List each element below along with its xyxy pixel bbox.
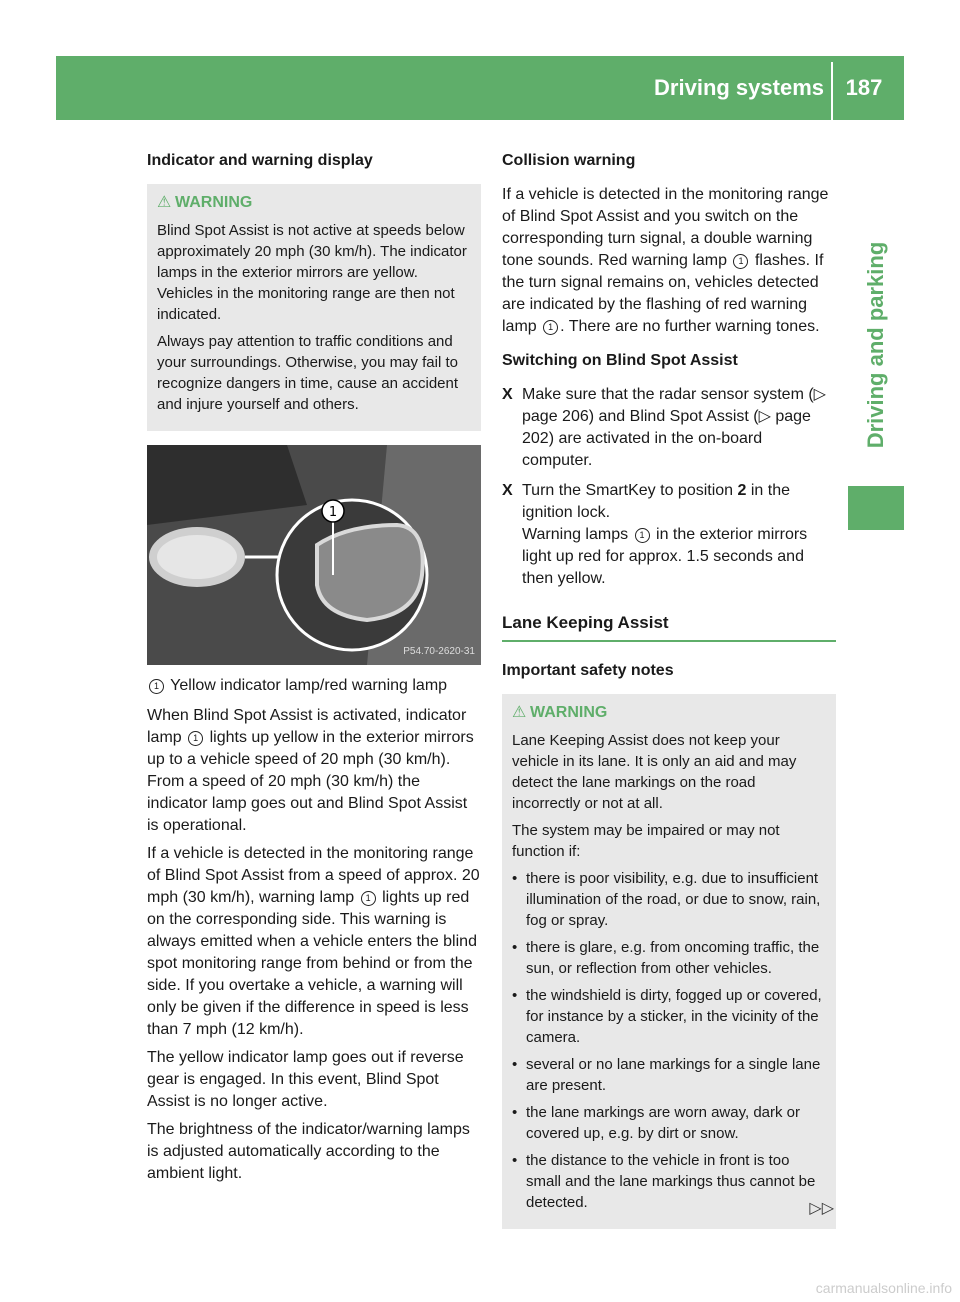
text-span: Turn the SmartKey to position <box>522 482 734 499</box>
text-span: If a vehicle is detected in the monitoring range of Blind Spot Assist and you switch on the corresponding turn signal, a double warning tone sounds. Red warning lamp <box>502 186 829 269</box>
text-span: When Blind Spot Assist is activated, indicator lamp <box>147 707 467 746</box>
indicator-heading: Indicator and warning display <box>147 152 373 169</box>
bullet-icon: • <box>512 939 518 956</box>
collision-heading: Collision warning <box>502 152 636 169</box>
list-item <box>512 985 826 1048</box>
text-span: lights up red on the corresponding side. This warning is always emitted when a vehicle enters the blind spot monitoring range from behind or from the side. If you overtake a vehicle, a warning will only be given if the difference in speed is less than 7 mph (12 km/h). <box>147 889 477 1038</box>
bullet-icon: • <box>512 1152 518 1169</box>
text-span: If a vehicle is detected in the monitoring range of Blind Spot Assist from a speed of approx. 20 mph (30 km/h), warning lamp <box>147 845 480 906</box>
bullet-icon: • <box>512 1056 518 1073</box>
right-column <box>502 150 836 1241</box>
list-item-text: the distance to the vehicle in front is too small and the lane markings thus cannot be detected. <box>526 1152 816 1211</box>
warning-text: Lane Keeping Assist does not keep your vehicle in its lane. It is only an aid and may detect the lane markings on the road incorrectly or not at all. <box>512 732 797 812</box>
left-column <box>147 150 481 1191</box>
text-span: Warning lamps <box>522 526 629 543</box>
step-marker-icon: X <box>502 386 513 403</box>
paragraph: The yellow indicator lamp goes out if reverse gear is engaged. In this event, Blind Spot Assist is no longer active. <box>147 1049 464 1110</box>
list-item-text: there is poor visibility, e.g. due to insufficient illumination of the road, or due to snow, rain, fog or spray. <box>526 870 821 929</box>
paragraph <box>502 184 836 338</box>
warning-label: WARNING <box>530 704 608 721</box>
warning-header <box>512 702 826 724</box>
text-span: in the exterior mirrors light up red for approx. 1.5 seconds and then yellow. <box>522 526 808 587</box>
instruction-step <box>502 480 836 590</box>
legend-text: Yellow indicator lamp/red warning lamp <box>170 677 448 694</box>
list-item <box>512 868 826 931</box>
callout-number: 1 <box>543 320 558 335</box>
bullet-icon: • <box>512 1104 518 1121</box>
step-text: Make sure that the radar sensor system (▷ page 206) and Blind Spot Assist (▷ page 202) are activated in the on-board computer. <box>522 386 826 469</box>
header-divider <box>831 62 833 120</box>
switch-heading: Switching on Blind Spot Assist <box>502 352 738 369</box>
lane-keeping-heading: Lane Keeping Assist <box>502 598 836 642</box>
side-tab <box>848 210 904 480</box>
list-item-text: the lane markings are worn away, dark or covered up, e.g. by dirt or snow. <box>526 1104 801 1142</box>
figure-legend <box>147 675 481 697</box>
figure-callout-number: 1 <box>328 505 338 520</box>
mirror-figure <box>147 445 481 665</box>
warning-box <box>502 694 836 1229</box>
page-number: 187 <box>845 75 883 100</box>
warning-triangle-icon: ⚠ <box>512 704 527 721</box>
list-item <box>512 1102 826 1144</box>
text-span: lights up yellow in the exterior mirrors up to a vehicle speed of 20 mph (30 km/h). From a speed of 20 mph (30 km/h) the indicator lamp goes out and Blind Spot Assist is operational. <box>147 729 474 834</box>
text-span: in the ignition lock. <box>522 482 791 521</box>
footer-watermark: carmanualsonline.info <box>815 1280 952 1296</box>
warning-label: WARNING <box>175 194 253 211</box>
warning-text: Blind Spot Assist is not active at speeds below approximately 20 mph (30 km/h). The indicator lamps in the exterior mirrors are yellow. Vehicles in the monitoring range are then not indicated. <box>157 222 467 323</box>
callout-number: 1 <box>635 528 650 543</box>
warning-box <box>147 184 481 431</box>
paragraph <box>147 843 481 1041</box>
side-tab-label: Driving and parking <box>863 241 888 449</box>
text-span: flashes. If the turn signal remains on, vehicles detected are indicated by the flashing of red warning lamp <box>502 252 824 335</box>
mirror-illustration <box>147 445 481 665</box>
list-item-text: there is glare, e.g. from oncoming traffic, the sun, or reflection from other vehicles. <box>526 939 820 977</box>
figure-code: P54.70-2620-31 <box>403 646 475 657</box>
warning-text: Always pay attention to traffic conditions and your surroundings. Otherwise, you may fail to recognize dangers in time, cause an accident and injure yourself and others. <box>157 333 459 413</box>
warning-header <box>157 192 471 214</box>
continued-icon: ▷▷ <box>809 1200 834 1217</box>
bullet-icon: • <box>512 987 518 1004</box>
callout-number: 1 <box>733 254 748 269</box>
warning-text: The system may be impaired or may not function if: <box>512 822 780 860</box>
list-item <box>512 1150 826 1213</box>
paragraph <box>147 705 481 837</box>
list-item <box>512 937 826 979</box>
step-marker-icon: X <box>502 482 513 499</box>
step-text <box>522 480 836 590</box>
warning-triangle-icon: ⚠ <box>157 194 172 211</box>
callout-number: 1 <box>361 891 376 906</box>
bullet-list <box>512 868 826 1213</box>
callout-number: 1 <box>149 679 164 694</box>
paragraph: The brightness of the indicator/warning lamps is adjusted automatically according to the ambient light. <box>147 1121 470 1182</box>
list-item-text: the windshield is dirty, fogged up or covered, for instance by a sticker, in the vicinity of the camera. <box>526 987 822 1046</box>
instruction-step <box>502 384 836 472</box>
list-item-text: several or no lane markings for a single lane are present. <box>526 1056 821 1094</box>
side-tab-block <box>848 486 904 530</box>
safety-heading: Important safety notes <box>502 662 674 679</box>
position-number: 2 <box>737 482 747 499</box>
bullet-icon: • <box>512 870 518 887</box>
callout-number: 1 <box>188 731 203 746</box>
text-span: . There are no further warning tones. <box>560 318 820 335</box>
list-item <box>512 1054 826 1096</box>
section-title: Driving systems <box>654 75 824 100</box>
